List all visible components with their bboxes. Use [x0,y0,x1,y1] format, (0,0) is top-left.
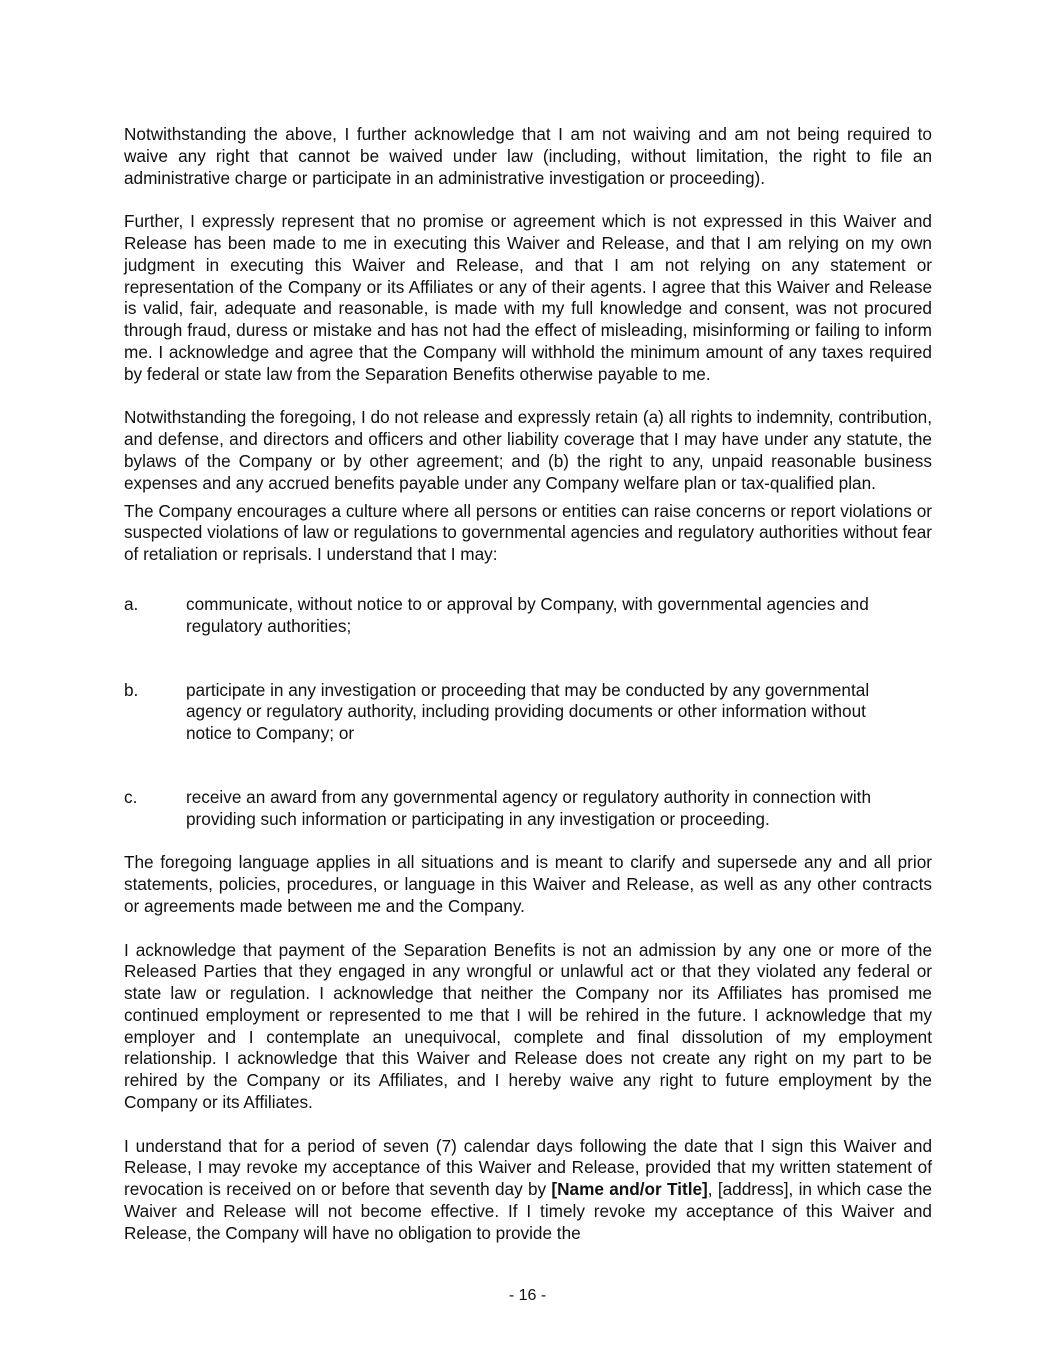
list-item [124,787,932,831]
revocation-contact-placeholder: [Name and/or Title] [551,1179,708,1200]
revocation-text-start: I understand that for a period of seven (7) calendar days following the date that I sign this Waiver and Release, I may revoke my acceptance of this Waiver and Release, provided that my written statement of revocation is received on or before that seventh day by [124,1135,932,1200]
page-number: - 16 - [508,1287,547,1304]
paragraph-reporting-culture: The Company encourages a culture where all persons or entities can raise concerns or report violations or suspected violations of law or regulations to governmental agencies and regulatory authorities without fear of retaliation or reprisals. I understand that I may: [124,500,932,565]
list-item-text: participate in any investigation or proceeding that may be conducted by any governmental agency or regulatory authority, including providing documents or other information without notice to Company; or [186,679,870,744]
paragraph-supersede: The foregoing language applies in all situations and is meant to clarify and supersede any and all prior statements, policies, procedures, or language in this Waiver and Release, as well as any other contracts or agreements made between me and the Company. [124,852,932,916]
list-item-text: receive an award from any governmental agency or regulatory authority in connection with providing such information or participating in any investigation or proceeding. [186,786,871,829]
document-page [124,124,932,1245]
list-item [124,680,932,745]
paragraph-retained-rights: Notwithstanding the foregoing, I do not release and expressly retain (a) all rights to indemnity, contribution, and defense, and directors and officers and other liability coverage that I may have under any statute, the bylaws of the Company or by other agreement; and (b) the right to any, unpaid reasonable business expenses and any accrued benefits payable under any Company welfare plan or tax-qualified plan. [124,407,932,493]
list-marker: a. [124,593,139,614]
permitted-actions-list [124,594,932,831]
paragraph-representations: Further, I expressly represent that no promise or agreement which is not expressed in this Waiver and Release has been made to me in executing this Waiver and Release, and that I am relying on my own judgment in executing this Waiver and Release, and that I am not relying on any statement or representation of the Company or its Affiliates or any of their agents. I agree that this Waiver and Release is valid, fair, adequate and reasonable, is made with my full knowledge and consent, was not procured through fraud, duress or mistake and has not had the effect of misleading, misinforming or failing to inform me. I acknowledge and agree that the Company will withhold the minimum amount of any taxes required by federal or state law from the Separation Benefits otherwise payable to me. [124,211,932,384]
revocation-text-end: , [address], in which case the Waiver and Release will not become effective. If I timely revoke my acceptance of this Waiver and Release, the Company will have no obligation to provide the [124,1179,932,1243]
paragraph-revocation-period [124,1136,932,1245]
list-marker: b. [124,679,139,700]
list-marker: c. [124,786,138,807]
list-item-text: communicate, without notice to or approval by Company, with governmental agencies and regulatory authorities; [186,593,869,636]
list-item [124,594,932,638]
paragraph-no-admission: I acknowledge that payment of the Separation Benefits is not an admission by any one or more of the Released Parties that they engaged in any wrongful or unlawful act or that they violated any federal or state law or regulation. I acknowledge that neither the Company nor its Affiliates has promised me continued employment or represented to me that I will be rehired in the future. I acknowledge that my employer and I contemplate an unequivocal, complete and final dissolution of my employment relationship. I acknowledge that this Waiver and Release does not create any right on my part to be rehired by the Company or its Affiliates, and I hereby waive any right to future employment by the Company or its Affiliates. [124,939,932,1113]
paragraph-waiver-rights: Notwithstanding the above, I further acknowledge that I am not waiving and am not being required to waive any right that cannot be waived under law (including, without limitation, the right to file an administrative charge or participate in an administrative investigation or proceeding). [124,124,932,188]
